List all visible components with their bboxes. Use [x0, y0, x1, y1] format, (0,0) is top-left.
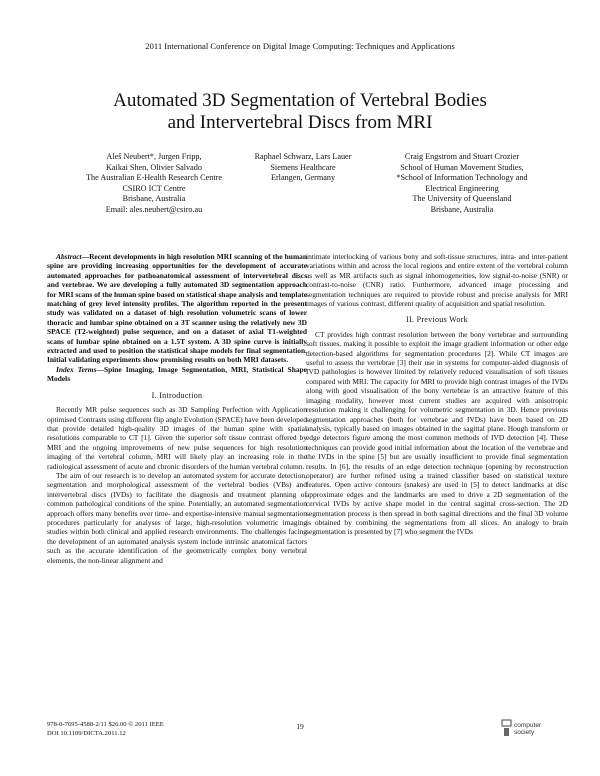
author-names: Kaikai Shen, Olivier Salvado — [106, 162, 202, 172]
paragraph: intimate interlocking of various bony and soft-tissue structures, intra- and inter-patient variations within and across the local regions and entire extent of the vertebral column as well as MR artifacts such as signal inhomogeneities, low signal-to-noise (SNR) or contrast-to-noise (CNR) ratio. Furthermore, advanced image processing and segmentation techniques are required to provide robust and precise analysis for MRI images of various contrast, different quality of acquisition and spatial resolution. — [306, 252, 568, 309]
doi-line: DOI 10.1109/DICTA.2011.12 — [47, 729, 126, 737]
computer-society-logo — [500, 718, 562, 742]
logo-text — [514, 722, 541, 736]
location: Erlangen, Germany — [270, 173, 336, 183]
institution: School of Human Movement Studies, — [400, 162, 524, 172]
author-names: Aleš Neubert*, Jurgen Fripp, — [106, 152, 202, 161]
paper-title — [40, 90, 560, 134]
index-terms-label: Index Terms — [56, 364, 97, 374]
author-names: Raphael Schwarz, Lars Lauer — [254, 152, 352, 161]
paragraph: Recently MR pulse sequences such as 3D Sampling Perfection with Application optimised Contrasts using different flip angle Evolution (SPACE) have been developed that provide detailed high-quality 3D images of the human spine with spatial resolutions comparable to CT [1]. Given the superior soft tissue contrast offered by MRI and the ongoing improvements of new pulse sequences for high resolution imaging of the vertebral column, MRI will likely play an increasing role in the radiological assessment of acute and chronic disorders of the human vertebral column. — [47, 405, 307, 471]
logo-line-2: society — [514, 729, 535, 736]
location: Brisbane, Australia — [122, 194, 186, 204]
left-column — [47, 252, 307, 565]
institution: The University of Queensland — [412, 194, 512, 204]
index-terms-text: —Spine Imaging, Image Segmentation, MRI, Statistical Shape Models — [47, 364, 307, 384]
page-number: 19 — [296, 722, 304, 731]
abstract-label: Abstract — [56, 252, 82, 261]
section-heading: I. Introduction — [151, 390, 203, 400]
institution: Siemens Healthcare — [270, 162, 336, 172]
logo-line-1: computer — [514, 722, 542, 729]
affiliation-siemens — [228, 152, 378, 184]
institution: Electrical Engineering — [425, 183, 499, 193]
computer-society-icon — [500, 718, 514, 738]
institution: *School of Information Technology and — [396, 173, 528, 183]
index-terms — [47, 365, 307, 384]
title-line-2: and Intervertebral Discs from MRI — [167, 112, 433, 133]
abstract — [47, 252, 307, 365]
location: Brisbane, Australia — [430, 204, 494, 214]
affiliation-uq — [372, 152, 552, 216]
author-email: Email: ales.neubert@csiro.au — [105, 204, 203, 214]
title-line-1: Automated 3D Segmentation of Vertebral Bodies — [113, 90, 487, 111]
affiliation-csiro — [64, 152, 244, 216]
right-column — [306, 252, 568, 537]
abstract-text: —Recent developments in high resolution MRI scanning of the human spine are providing increasing opportunities for the development of accurate automated approaches for pathoanatomical assessment of intervertebral discs and vertebrae. We are developing a fully automated 3D segmentation approach for MRI scans of the human spine based on statistical shape analysis and template matching of grey level intensity profiles. The algorithm reported in the present study was validated on a dataset of high resolution volumetric scans of lower thoracic and lumbar spine obtained on a 3T scanner using the relatively new 3D SPACE (T2-weighted) pulse sequence, and on a dataset of axial T1-weighted scans of lumbar spine obtained on a 1.5T system. A 3D spine curve is initially extracted and used to position the statistical shape models for final segmentation. Initial validating experiments show promising results on both MRI datasets. — [47, 252, 307, 365]
institution: The Australian E-Health Research Centre — [86, 173, 222, 183]
paragraph: The aim of our research is to develop an automated system for accurate detection, segmentation and morphological assessment of the vertebral bodies (VBs) and intervertebral discs (IVDs) to facilitate the diagnosis and treatment planning of common pathological conditions of the spine. Potentially, an automated segmentation approach offers many benefits over time- and expertise-intensive manual segmentation procedures particularly for analyses of large, high-resolution volumetric imaging studies within both clinical and applied research environments. The challenges facing the development of an automated analysis system include intrinsic anatomical factors such as the accurate identification of the geometrically complex bony vertebral elements, the non-linear alignment and — [47, 470, 307, 565]
author-names: Craig Engstrom and Stuart Crozier — [404, 152, 520, 161]
section-heading: II. Previous Work — [406, 315, 468, 325]
institution: CSIRO ICT Centre — [122, 183, 186, 193]
conference-header: 2011 International Conference on Digital Image Computing: Techniques and Applications — [145, 41, 455, 51]
isbn-line: 978-0-7695-4588-2/11 $26.00 © 2011 IEEE — [47, 721, 164, 728]
paragraph: CT provides high contrast resolution between the bony vertebrae and surrounding soft tissues, making it possible to exploit the image gradient information or other edge detection-based algorithms for segmentation procedures [2]. While CT images are useful to assess the vertebrae [3] their use in systems for computer-aided diagnosis of IVD pathologies is however limited by relatively reduced visualisation of soft tissues compared with MRI. The capacity for MRI to provide high contrast images of the IVDs along with good visualisation of the bony vertebrae is an attractive feature of this imaging modality, however most current studies are acquired with anisotropic resolution making it challenging for volumetric segmentation in 3D. Hence previous segmentation approaches (both for vertebrae and IVDs) have been based on 2D analysis, typically based on images obtained in the sagittal plane. Hough transform or edge detectors figure among the most common methods of IVD detection [4]. These techniques can provide good initial information about the location of the vertebrae and the IVDs in the spine [5] but are usually insufficient to provide final segmentation results. In [6], the results of an edge detection technique (opening by reconstruction operator) are further refined using a trained classifier based on statistical texture features. Open active contours (snakes) are used in [5] to detect landmarks at disc approximate edges and the landmarks are used to drive a 2D segmentation of the cervical IVDs by active shape model in the central sagittal cross-section. The 2D segmentation process is then spread in both sagittal directions and the final 3D volume is obtained by combining the segmentations from all slices. An analogy to brain segmentation is presented by [7] who segment the IVDs — [306, 329, 568, 537]
